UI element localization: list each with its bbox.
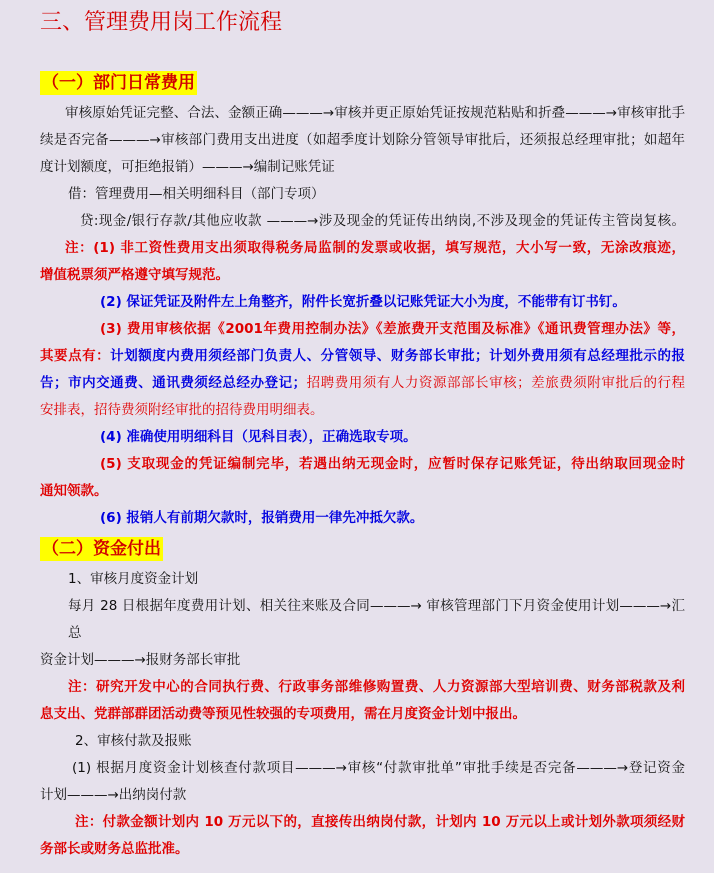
page-title: 三、管理费用岗工作流程: [40, 10, 283, 35]
flow-text: (1) 根据月度资金计划核查付款项目———→审核“付款审批单”审批手续是否完备———→登记资金: [72, 760, 685, 776]
note-3-blue: 计划额度内费用须经部门负责人、分管领导、财务部长审批；计划外费用须有总经理批示的报: [110, 348, 686, 364]
flow-text: 续是否完备———→审核部门费用支出进度（如超季度计划除分管领导审批后，还须报总经理审批；如超年: [40, 132, 685, 148]
note-1: 注：(1) 非工资性费用支出须取得税务局监制的发票或收据，填写规范，大小写一致，无涂改痕迹，: [65, 240, 685, 256]
note-3: 安排表，招待费须附经审批的招待费用明细表。: [40, 402, 324, 418]
item-1-heading: 1、审核月度资金计划: [68, 571, 199, 587]
note-3-red: 招聘费用须有人力资源部部长审核；差旅费须附审批后的行程: [306, 375, 686, 391]
note-3-blue: 告；市内交通费、通讯费须经总经办登记；: [40, 375, 307, 391]
note: 注：研究开发中心的合同执行费、行政事务部维修购置费、人力资源部大型培训费、财务部税款及利: [68, 679, 685, 695]
note-3: [40, 343, 685, 370]
note-5: 通知领款。: [40, 483, 108, 499]
note: 务部长或财务总监批准。: [40, 841, 189, 857]
note-3-red: 其要点有：: [40, 348, 111, 364]
flow-text: 每月 28 日根据年度费用计划、相关往来账及合同———→ 审核管理部门下月资金使用计划———→汇总: [68, 598, 685, 641]
note: 息支出、党群部群团活动费等预见性较强的专项费用，需在月度资金计划中报出。: [40, 706, 526, 722]
note-5: (5) 支取现金的凭证编制完毕，若遇出纳无现金时，应暂时保存记账凭证，待出纳取回现金时: [100, 456, 685, 472]
note-3: [40, 370, 685, 397]
debit-entry: 借：管理费用—相关明细科目（部门专项）: [68, 186, 325, 202]
flow-text: 资金计划———→报财务部长审批: [40, 652, 241, 668]
note-4: (4) 准确使用明细科目（见科目表），正确选取专项。: [100, 429, 417, 445]
note-2: (2) 保证凭证及附件左上角整齐，附件长宽折叠以记账凭证大小为度，不能带有订书钉。: [100, 294, 626, 310]
section-header-row: [0, 532, 714, 566]
section-header-daily-expenses: （一）部门日常费用: [42, 73, 195, 93]
flow-text: 审核原始凭证完整、合法、金额正确———→审核并更正原始凭证按规范粘贴和折叠———→审核审批手: [65, 105, 685, 121]
flow-text: 计划———→出纳岗付款: [40, 787, 187, 803]
credit-entry: 贷:现金/银行存款/其他应收款 ———→涉及现金的凭证传出纳岗,不涉及现金的凭证传主管岗复核。: [80, 213, 685, 229]
note-1: 增值税票须严格遵守填写规范。: [40, 267, 229, 283]
section-header-fund-payment: （二）资金付出: [42, 539, 161, 559]
flow-text: 度计划额度，可拒绝报销）———→编制记账凭证: [40, 159, 335, 175]
note-3: (3) 费用审核依据《2001年费用控制办法》《差旅费开支范围及标准》《通讯费管理办法》等，: [100, 321, 685, 337]
note-6: (6) 报销人有前期欠款时，报销费用一律先冲抵欠款。: [100, 510, 424, 526]
section-header-row: [0, 66, 714, 100]
item-2-heading: 2、审核付款及报账: [75, 733, 192, 749]
note: 注：付款金额计划内 10 万元以下的，直接传出纳岗付款，计划内 10 万元以上或计划外款项须经财: [75, 814, 685, 830]
